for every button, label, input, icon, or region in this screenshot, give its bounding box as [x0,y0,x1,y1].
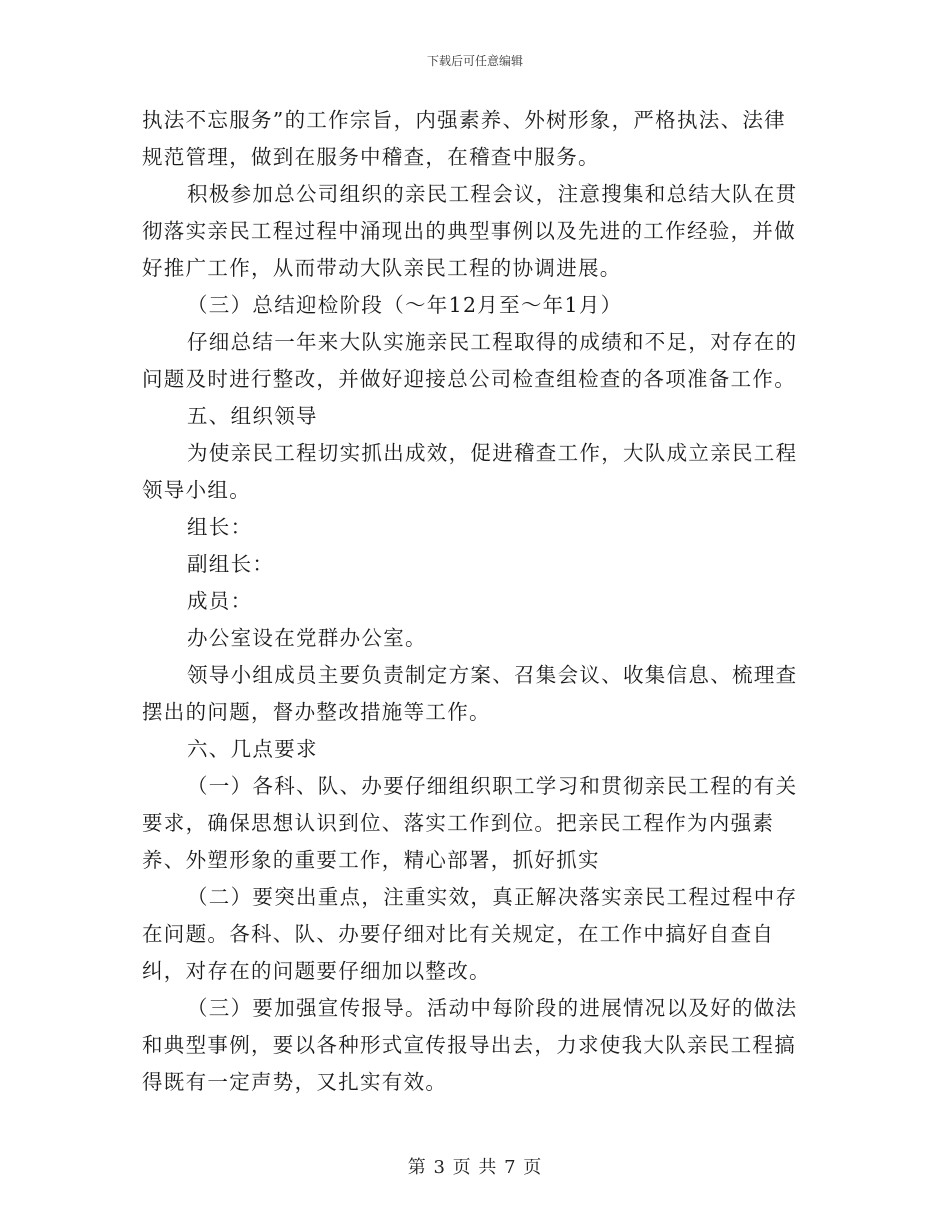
paragraph-stage-three-heading: （三）总结迎检阶段（～年12月至～年1月） [187,293,623,317]
paragraph-leading-group: 为使亲民工程切实抓出成效，促进稽查工作，大队成立亲民工程领导小组。 [142,441,798,502]
paragraph-office-location: 办公室设在党群办公室。 [187,626,427,650]
paragraph-group-leader: 组长： [187,515,253,539]
paragraph-group-duties: 领导小组成员主要负责制定方案、召集会议、收集信息、梳理查摆出的问题，督办整改措施等工作。 [142,663,798,724]
paragraph-requirement-three: （三）要加强宣传报导。活动中每阶段的进展情况以及好的做法和典型事例，要以各种形式宣传报导出去，力求使我大队亲民工程搞得既有一定声势，又扎实有效。 [142,996,798,1094]
document-body [142,102,802,1101]
paragraph-service-purpose: 执法不忘服务”的工作宗旨，内强素养、外树形象，严格执法、法律规范管理，做到在服务中稽查，在稽查中服务。 [142,108,786,169]
page-number-footer: 第 3 页 共 7 页 [407,1157,543,1178]
paragraph-meeting-participation: 积极参加总公司组织的亲民工程会议，注意搜集和总结大队在贯彻落实亲民工程过程中涌现出的典型事例以及先进的工作经验，并做好推广工作，从而带动大队亲民工程的协调进展。 [142,182,798,280]
paragraph-annual-summary: 仔细总结一年来大队实施亲民工程取得的成绩和不足，对存在的问题及时进行整改，并做好迎接总公司检查组检查的各项准备工作。 [142,330,798,391]
section-heading-requirements: 六、几点要求 [187,737,318,761]
page-header: 下载后可任意编辑 [426,54,523,68]
section-heading-organization: 五、组织领导 [187,404,318,428]
paragraph-members: 成员： [187,589,253,613]
paragraph-requirement-two: （二）要突出重点，注重实效，真正解决落实亲民工程过程中存在问题。各科、队、办要仔细对比有关规定，在工作中搞好自查自纠，对存在的问题要仔细加以整改。 [142,885,798,983]
paragraph-deputy-leader: 副组长： [187,552,275,576]
paragraph-requirement-one: （一）各科、队、办要仔细组织职工学习和贯彻亲民工程的有关要求，确保思想认识到位、落实工作到位。把亲民工程作为内强素养、外塑形象的重要工作，精心部署，抓好抓实 [142,774,798,872]
